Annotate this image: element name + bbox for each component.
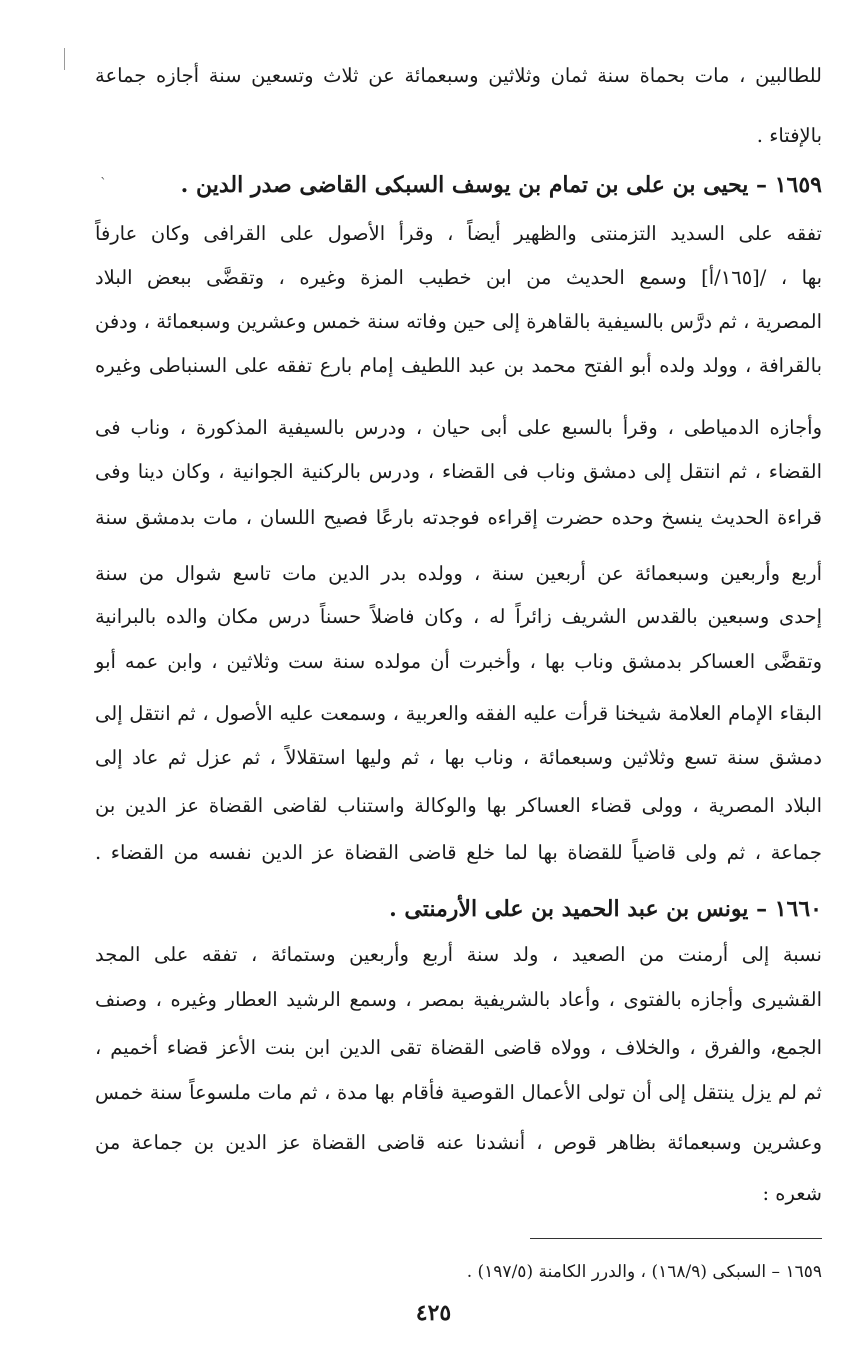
text-line: وتقضَّى العساكر بدمشق وناب بها ، وأخبرت أن مولده سنة ست وثلاثين ، وابن عمه أبو — [95, 650, 822, 673]
text-line: القشيرى وأجازه بالفتوى ، وأعاد بالشريفية بمصر ، وسمع الرشيد العطار وغيره ، وصنف — [95, 988, 822, 1011]
text-line: بالإفتاء . — [756, 124, 822, 147]
text-line: وأجازه الدمياطى ، وقرأ بالسبع على أبى حيان ، ودرس بالسيفية المذكورة ، وناب فى — [95, 416, 822, 439]
text-line: وعشرين وسبعمائة بظاهر قوص ، أنشدنا عنه قاضى القضاة عز الدين بن جماعة من — [95, 1131, 822, 1154]
text-line: نسبة إلى أرمنت من الصعيد ، ولد سنة أربع وأربعين وستمائة ، تفقه على المجد — [95, 943, 822, 966]
text-line: بها ، /[١٦٥/أ] وسمع الحديث من ابن خطيب المزة وغيره ، وتقضَّى ببعض البلاد — [95, 266, 823, 289]
text-line: المصرية ، ثم درَّس بالسيفية بالقاهرة إلى حين وفاته سنة خمس وعشرين وسبعمائة ، ودفن — [95, 310, 822, 333]
text-line: البلاد المصرية ، وولى قضاء العساكر بها والوكالة واستناب لقاضى القضاة عز الدين بن — [95, 794, 822, 817]
stray-mark: ˋ — [100, 176, 107, 192]
text-line: بالقرافة ، وولد ولده أبو الفتح محمد بن عبد اللطيف إمام بارع تفقه على السنباطى وغيره — [95, 354, 822, 377]
footnote: ١٦٥٩ – السبكى (١٦٨/٩) ، والدرر الكامنة (١٩٧/٥) . — [466, 1262, 822, 1282]
text-line: الجمع، والفرق ، والخلاف ، وولاه قاضى القضاة تقى الدين ابن بنت الأعز قضاء أخميم ، — [95, 1036, 822, 1059]
text-line: إحدى وسبعين بالقدس الشريف زائراً له ، وكان فاضلاً حسناً درس مكان والده بالبرانية — [95, 605, 822, 628]
text-line: دمشق سنة تسع وثلاثين وسبعمائة ، وناب بها ، ثم وليها استقلالاً ، ثم عزل ثم عاد إلى — [95, 746, 822, 769]
text-line: القضاء ، ثم انتقل إلى دمشق وناب فى القضاء ، ودرس بالركنية الجوانية ، وكان دينا وفى — [95, 460, 822, 483]
text-line: شعره : — [762, 1182, 822, 1205]
text-line: البقاء الإمام العلامة شيخنا قرأت عليه الفقه والعربية ، وسمعت عليه الأصول ، ثم انتقل إلى — [95, 702, 822, 725]
entry-heading-1659: ١٦٥٩ – يحيى بن على بن تمام بن يوسف السبكى القاضى صدر الدين . — [180, 172, 822, 198]
text-line: تفقه على السديد التزمنتى والظهير أيضاً ، وقرأ الأصول على القرافى وكان عارفاً — [95, 222, 822, 245]
entry-heading-1660: ١٦٦٠ – يونس بن عبد الحميد بن على الأرمنتى . — [389, 896, 822, 922]
text-line: ثم لم يزل ينتقل إلى أن تولى الأعمال القوصية فأقام بها مدة ، ثم مات ملسوعاً سنة خمس — [95, 1081, 822, 1104]
text-line: قراءة الحديث ينسخ وحده حضرت إقراءه فوجدته بارعًا فصيح اللسان ، مات بدمشق سنة — [95, 506, 822, 529]
text-line: للطالبين ، مات بحماة سنة ثمان وثلاثين وسبعمائة عن ثلاث وتسعين سنة أجازه جماعة — [95, 64, 822, 87]
text-line: جماعة ، ثم ولى قاضياً للقضاة بها لما خلع قاضى القضاة عز الدين نفسه من القضاء . — [95, 841, 822, 864]
footnote-divider — [530, 1238, 822, 1239]
page-number: ٤٢٥ — [415, 1300, 452, 1326]
text-line: أربع وأربعين وسبعمائة عن أربعين سنة ، وولده بدر الدين مات تاسع شوال من سنة — [95, 562, 822, 585]
margin-mark — [64, 48, 65, 70]
